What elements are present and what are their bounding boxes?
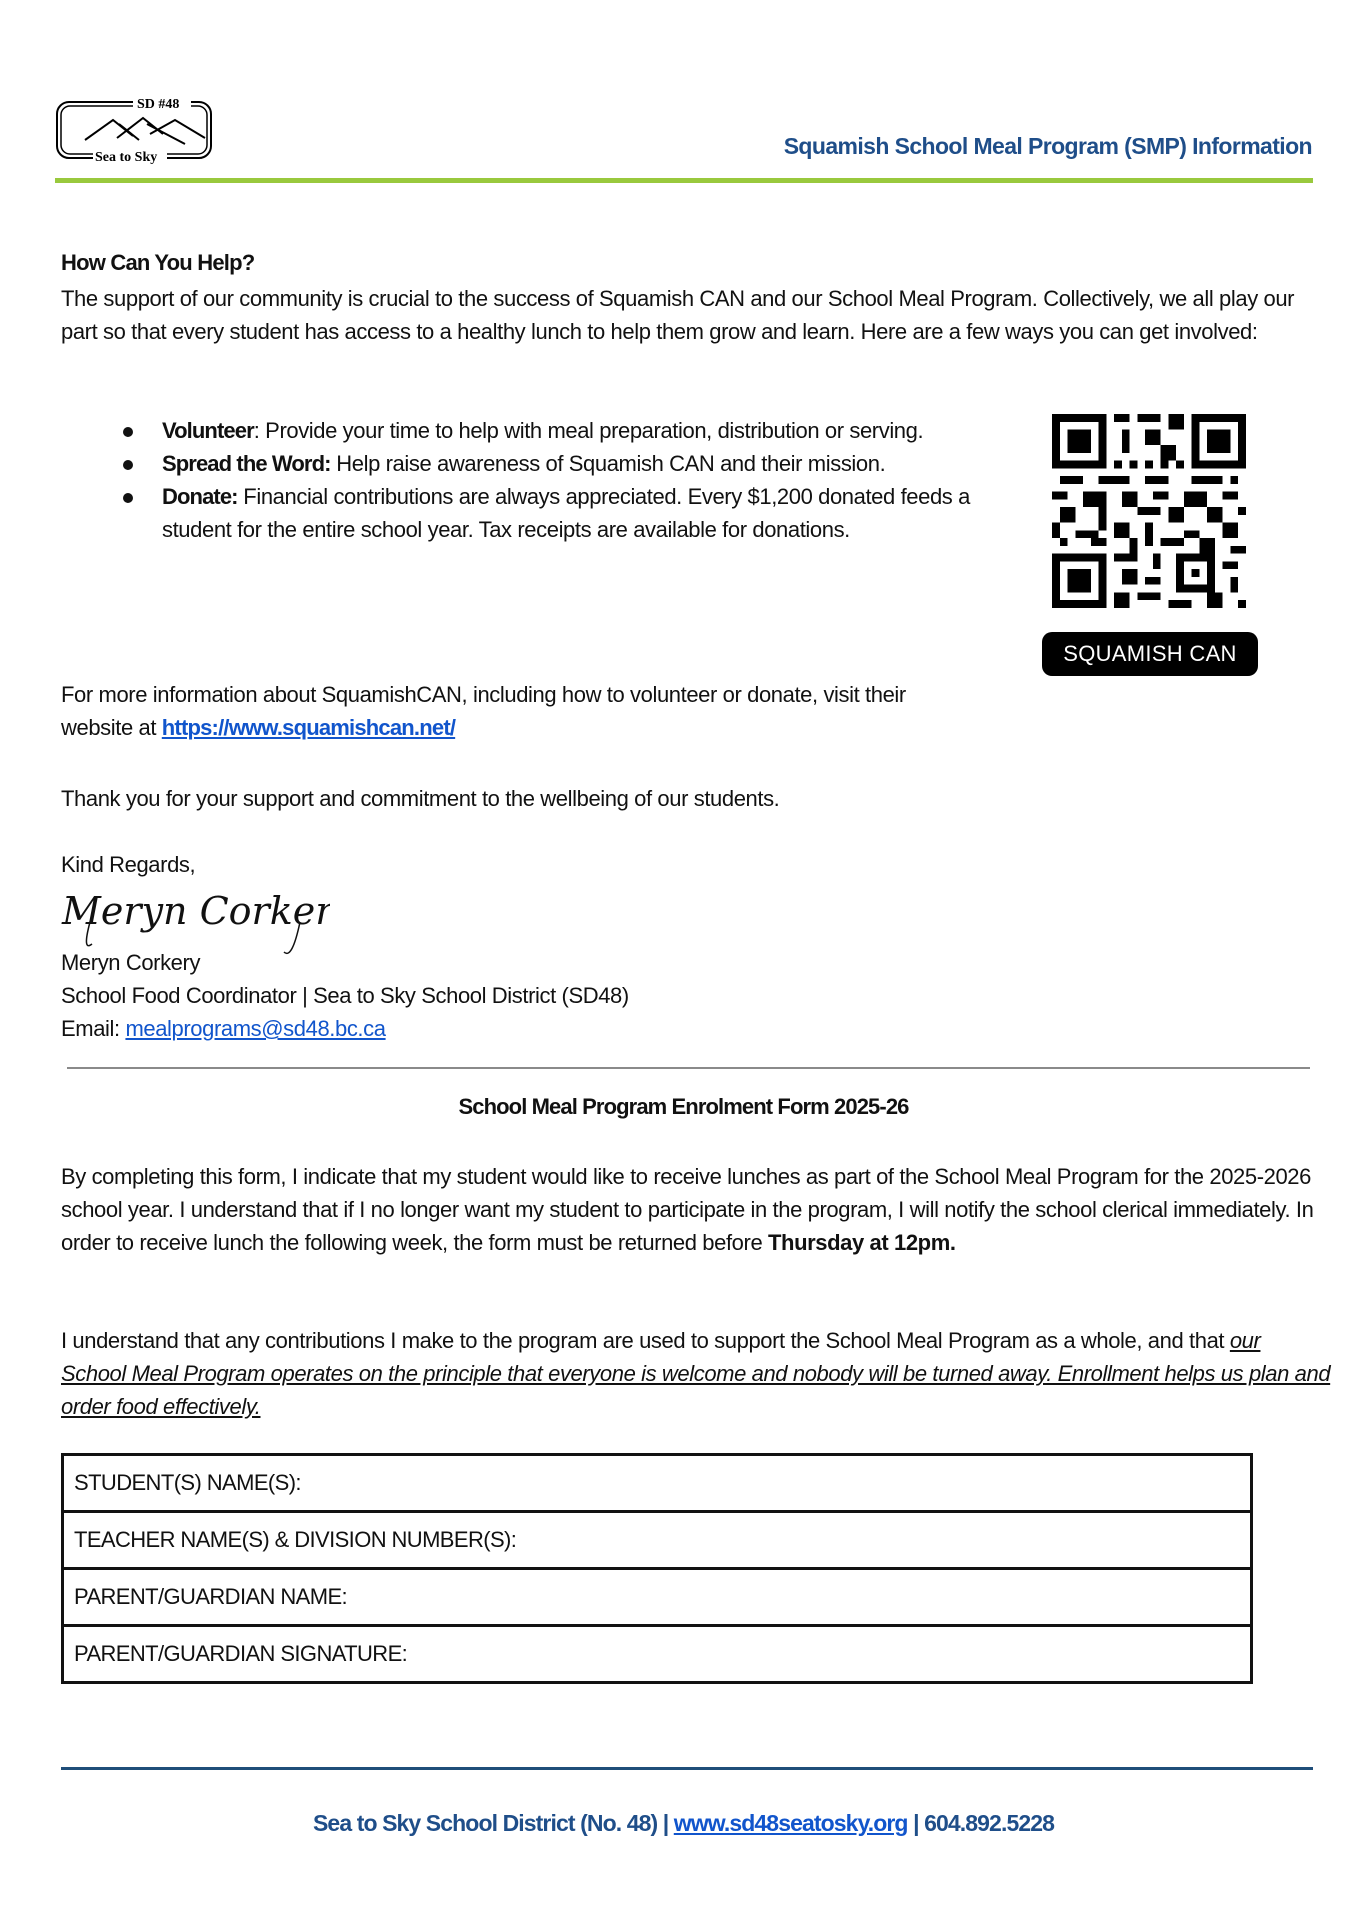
district-website-link[interactable]: www.sd48seatosky.org [673,1810,908,1836]
enrolment-form-table [61,1453,1253,1684]
guardian-signature-field[interactable]: PARENT/GUARDIAN SIGNATURE: [63,1626,1252,1683]
qr-badge-label: SQUAMISH CAN [1042,632,1258,676]
section-heading: How Can You Help? [61,250,255,275]
svg-text:Meryn Corkery: Meryn Corkery [62,889,330,933]
thanks-line: Thank you for your support and commitment to the wellbeing of our students. [61,786,780,811]
signature-block [61,946,629,1045]
teacher-division-field[interactable]: TEACHER NAME(S) & DIVISION NUMBER(S): [63,1512,1252,1569]
principle-emphasis: our School Meal Program operates on the principle that everyone is welcome and nobody will be turned away. Enrollment helps us plan and order food effectively. [61,1328,1331,1419]
qr-code-icon[interactable] [1052,408,1246,614]
squamishcan-website-link[interactable]: https://www.squamishcan.net/ [161,715,456,740]
form-contribution-paragraph: I understand that any contributions I make to the program are used to support the School Meal Program as a whole, and that our School Meal Program operates on the principle that everyone is welcome and nobody will be turned away. Enrollment helps us plan and order food effectively. [61,1328,1331,1419]
footer-divider [61,1767,1313,1770]
signer-title: School Food Coordinator | Sea to Sky School District (SD48) [61,983,629,1008]
mountains-icon [55,94,215,164]
form-title: School Meal Program Enrolment Form 2025-26 [458,1094,909,1119]
section-divider [67,1067,1310,1069]
page-header-title: Squamish School Meal Program (SMP) Information [783,133,1312,159]
form-row-guardian-name[interactable] [63,1569,1252,1626]
student-names-field[interactable]: STUDENT(S) NAME(S): [63,1455,1252,1512]
more-info-paragraph: For more information about SquamishCAN, including how to volunteer or donate, visit their website at https://www.squamishcan.net/ [61,682,906,740]
bullet-icon [123,493,133,503]
form-row-teacher-division[interactable] [63,1512,1252,1569]
form-row-student-names[interactable] [63,1455,1252,1512]
form-row-guardian-signature[interactable] [63,1626,1252,1683]
signer-name: Meryn Corkery [61,950,201,975]
district-logo [55,94,215,164]
header-divider [55,178,1313,183]
list-item-donate: Donate: Financial contributions are always appreciated. Every $1,200 donated feeds a student for the entire school year. Tax receipts are available for donations. [118,480,978,546]
form-consent-paragraph: By completing this form, I indicate that my student would like to receive lunches as part of the School Meal Program for the 2025-2026 school year. I understand that if I no longer want my student to participate in the program, I will notify the school clerical immediately. In order to receive lunch the following week, the form must be returned before Thursday at 12pm. [61,1164,1314,1255]
signer-email-line: Email: mealprograms@sd48.bc.ca [61,1016,386,1041]
ways-to-help-list [118,414,978,546]
svg-text:SD #48: SD #48 [137,97,180,112]
guardian-name-field[interactable]: PARENT/GUARDIAN NAME: [63,1569,1252,1626]
email-link[interactable]: mealprograms@sd48.bc.ca [125,1016,386,1041]
list-item-volunteer: Volunteer: Provide your time to help with meal preparation, distribution or serving. [118,414,978,447]
list-item-spread-word: Spread the Word: Help raise awareness of Squamish CAN and their mission. [118,447,978,480]
closing: Kind Regards, [61,852,196,877]
intro-paragraph: The support of our community is crucial to the success of Squamish CAN and our School Meal Program. Collectively, we all play our part so that every student has access to a healthy lunch to help them grow and learn. Here are a few ways you can get involved: [61,286,1295,344]
bullet-icon [123,427,133,437]
deadline-text: Thursday at 12pm. [768,1230,956,1255]
footer-contact: Sea to Sky School District (No. 48) | www.sd48seatosky.org | 604.892.5228 [312,1810,1055,1836]
svg-text:Sea to Sky: Sea to Sky [95,150,158,164]
bullet-icon [123,460,133,470]
